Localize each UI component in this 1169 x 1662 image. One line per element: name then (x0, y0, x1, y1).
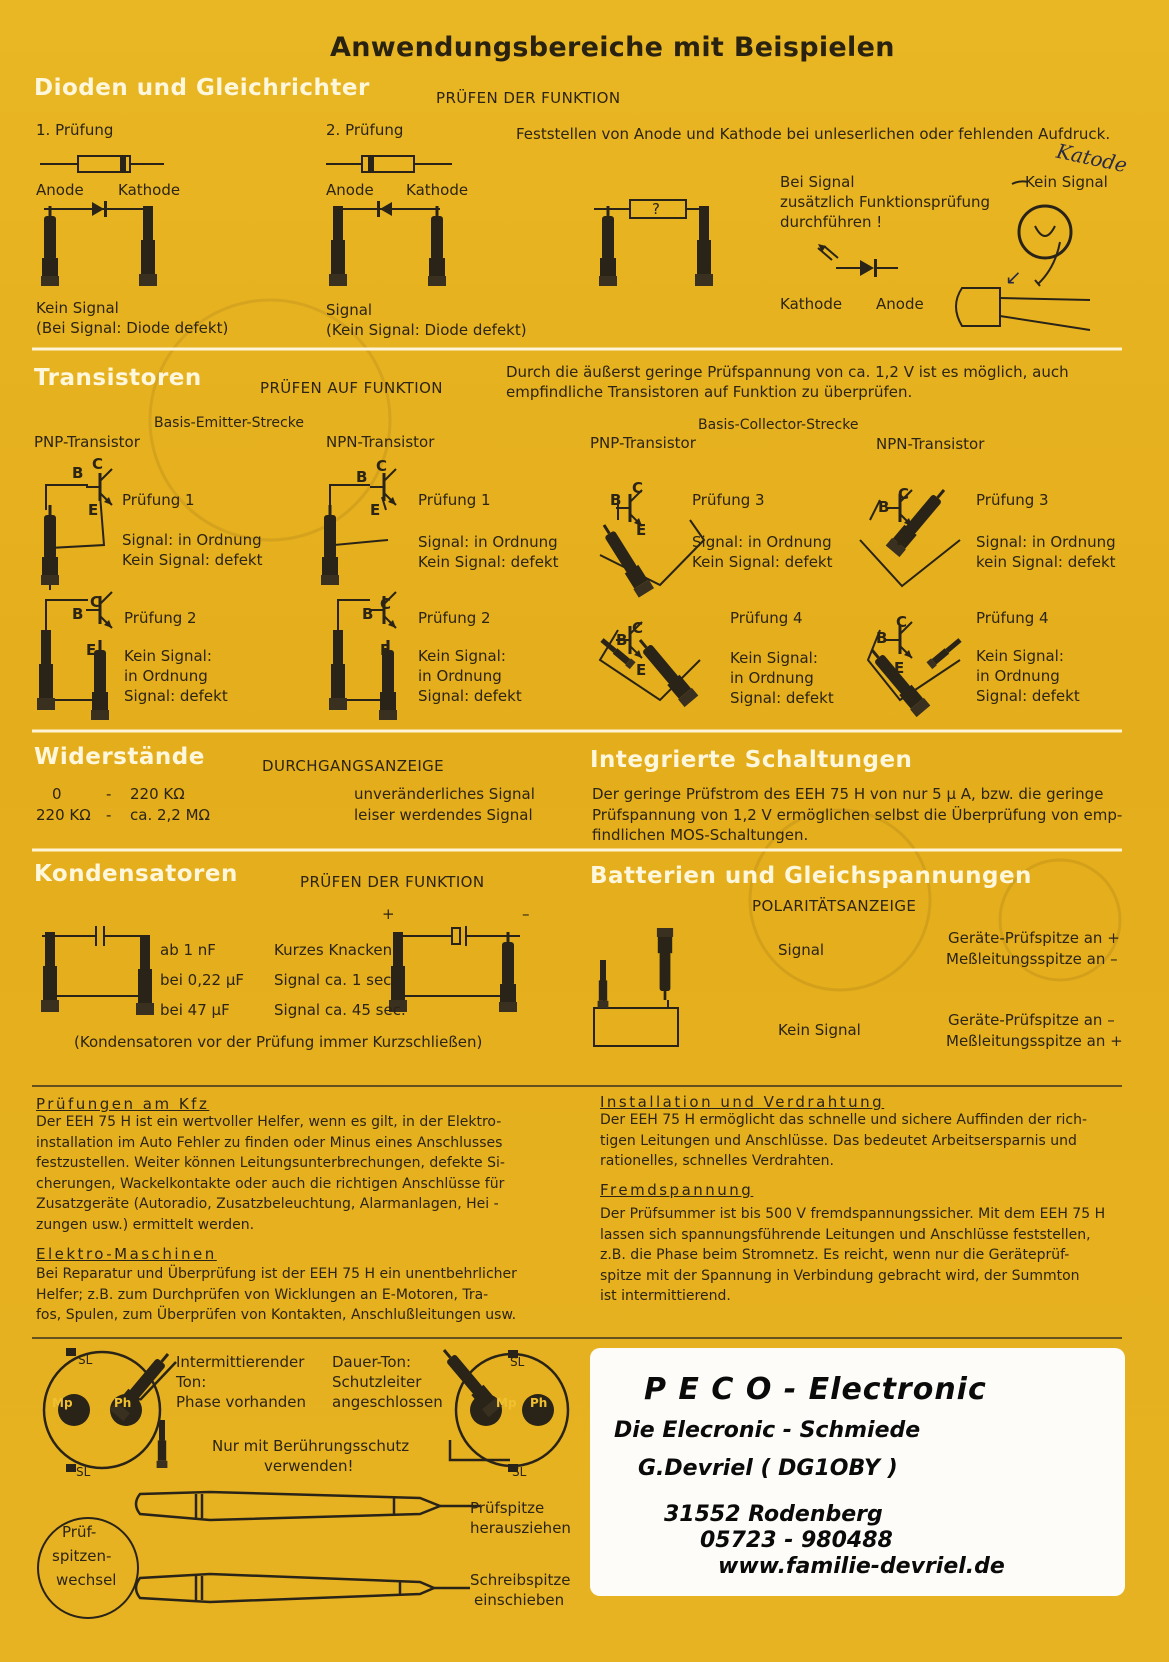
led-anode: Anode (876, 295, 924, 313)
socket-left-3: Phase vorhanden (176, 1393, 306, 1411)
diode2-anode: Anode (326, 181, 374, 199)
cap-result-2: Signal ca. 1 sec. (274, 971, 397, 989)
peco-name: P E C O - Electronic (644, 1372, 987, 1407)
r2-from: 220 KΩ (36, 806, 91, 824)
bei-signal-1: Bei Signal (780, 173, 855, 191)
pnp4-in-ordnung: in Ordnung (730, 669, 814, 687)
transistoren-desc-2: empfindliche Transistoren auf Funktion zu überprüfen. (506, 383, 913, 401)
kfz-line: cherungen, Wackelkontakte oder auch die richtigen Anschlüsse für (36, 1175, 505, 1192)
cap-1: ab 1 nF (160, 941, 216, 959)
npn1-signal-ok: Signal: in Ordnung (418, 533, 558, 551)
transistoren-heading: Transistoren (34, 365, 202, 391)
dioden-test2: 2. Prüfung (326, 121, 404, 139)
ic-line-3: findlichen MOS-Schaltungen. (592, 826, 809, 844)
ic-line-2: Prüfspannung von 1,2 V ermöglichen selbst die Überprüfung von emp- (592, 806, 1123, 824)
npn2-pruefung: Prüfung 2 (418, 609, 491, 627)
t7-e: E (636, 661, 647, 679)
fremd-line: z.B. die Phase beim Stromnetz. Es reicht, wenn nur die Geräteprüf- (600, 1247, 1070, 1263)
batt-b1: Geräte-Prüfspitze an – (948, 1011, 1115, 1029)
t8-c: C (896, 613, 908, 631)
kfz-heading: Prüfungen am Kfz (36, 1095, 210, 1113)
spitzen-a2: herausziehen (470, 1519, 571, 1537)
peco-phone: 05723 - 980488 (700, 1528, 893, 1553)
cap-plus: + (382, 905, 395, 923)
t6-b: B (878, 498, 890, 516)
kfz-line: Der EEH 75 H ist ein wertvoller Helfer, wenn es gilt, in der Elektro- (36, 1114, 502, 1130)
npn2-in-ordnung: in Ordnung (418, 667, 502, 685)
pnp4-pruefung: Prüfung 4 (730, 609, 803, 627)
t3-e: E (86, 641, 97, 659)
batt-signal: Signal (778, 941, 825, 959)
page-title: Anwendungsbereiche mit Beispielen (330, 32, 895, 63)
r1-dash: - (106, 785, 112, 803)
t2-b: B (356, 468, 368, 486)
batt-kein-signal: Kein Signal (778, 1021, 861, 1039)
npn4-in-ordnung: in Ordnung (976, 667, 1060, 685)
socket-right-ph: Ph (530, 1396, 548, 1410)
svg-text:↙: ↙ (1005, 265, 1022, 289)
npn4-kein-signal: Kein Signal: (976, 647, 1064, 665)
elektro-line: Helfer; z.B. zum Durchprüfen von Wicklungen an E-Motoren, Tra- (36, 1286, 489, 1303)
t8-e: E (894, 659, 905, 677)
t1-b: B (72, 464, 84, 482)
spitzen-circle-3: wechsel (56, 1571, 117, 1589)
pnp3-pruefung: Prüfung 3 (692, 491, 765, 509)
cap-result-1: Kurzes Knacken (274, 941, 393, 959)
batterien-heading: Batterien und Gleichspannungen (590, 863, 1032, 889)
transistoren-desc-1: Durch die äußerst geringe Prüfspannung von ca. 1,2 V ist es möglich, auch (506, 363, 1069, 381)
socket-note-2: verwenden! (264, 1457, 354, 1475)
fremd-body (600, 1204, 1105, 1307)
batterien-sub: POLARITÄTSANZEIGE (752, 897, 917, 915)
t3-b: B (72, 605, 84, 623)
basis-emitter-label: Basis-Emitter-Strecke (154, 415, 304, 431)
r2-to: ca. 2,2 MΩ (130, 806, 211, 824)
bei-signal-2: zusätzlich Funktionsprüfung (780, 193, 991, 211)
pnp1-kein-defekt: Kein Signal: defekt (122, 551, 263, 569)
diode1-result-1: Kein Signal (36, 299, 119, 317)
t3-c: C (90, 593, 102, 611)
socket-left-sl-top: SL (78, 1353, 93, 1367)
widerstaende-heading: Widerstände (34, 744, 205, 770)
t1-c: C (92, 455, 104, 473)
t6-c: C (898, 485, 910, 503)
spitzen-a1: Prüfspitze (470, 1499, 545, 1517)
diode1-result-2: (Bei Signal: Diode defekt) (36, 319, 229, 337)
t1-e: E (88, 501, 99, 519)
diode2-result-2: (Kein Signal: Diode defekt) (326, 321, 527, 339)
kfz-line: installation im Auto Fehler zu finden oder Minus eines Anschlusses (36, 1134, 503, 1151)
bei-signal-3: durchführen ! (780, 213, 883, 231)
cap-3: bei 47 μF (160, 1001, 230, 1019)
fremd-line: ist intermittierend. (600, 1288, 731, 1304)
t2-c: C (376, 457, 388, 475)
socket-right-sl-top: SL (510, 1355, 525, 1369)
t4-b: B (362, 605, 374, 623)
npn-label-right: NPN-Transistor (876, 435, 985, 453)
pnp2-in-ordnung: in Ordnung (124, 667, 208, 685)
batt-a1: Geräte-Prüfspitze an + (948, 929, 1120, 947)
r1-signal: unveränderliches Signal (354, 785, 535, 803)
npn3-pruefung: Prüfung 3 (976, 491, 1049, 509)
t5-e: E (636, 521, 647, 539)
pnp3-signal-ok: Signal: in Ordnung (692, 533, 832, 551)
installation-line: tigen Leitungen und Anschlüsse. Das bedeutet Arbeitsersparnis und (600, 1132, 1077, 1149)
pnp-label-left: PNP-Transistor (34, 433, 140, 451)
pnp2-signal-defekt: Signal: defekt (124, 687, 228, 705)
widerstaende-sub: DURCHGANGSANZEIGE (262, 757, 445, 775)
led-kein-signal: Kein Signal (1025, 173, 1108, 191)
cap-minus: – (522, 905, 530, 923)
fremd-line: lassen sich spannungsführende Leitungen und Anschlüsse feststellen, (600, 1226, 1091, 1243)
diode1-anode: Anode (36, 181, 84, 199)
pnp-label-right: PNP-Transistor (590, 434, 696, 452)
t2-e: E (370, 501, 381, 519)
elektro-body (36, 1264, 517, 1326)
kfz-line: festzustellen. Weiter können Leitungsunterbrechungen, defekte Si- (36, 1155, 505, 1171)
npn3-kein-defekt: kein Signal: defekt (976, 553, 1116, 571)
peco-person: G.Devriel ( DG1OBY ) (638, 1456, 898, 1481)
npn2-signal-defekt: Signal: defekt (418, 687, 522, 705)
diode1-kathode: Kathode (118, 181, 181, 199)
npn-label-left: NPN-Transistor (326, 433, 435, 451)
dioden-test1: 1. Prüfung (36, 121, 114, 139)
socket-right-2: Schutzleiter (332, 1373, 422, 1391)
spitzen-circle-2: spitzen- (52, 1547, 112, 1565)
npn1-pruefung: Prüfung 1 (418, 491, 491, 509)
handwritten-katode: Katode (1054, 138, 1130, 178)
transistoren-sub: PRÜFEN AUF FUNKTION (260, 379, 443, 397)
socket-left-2: Ton: (176, 1373, 207, 1391)
peco-city: 31552 Rodenberg (664, 1502, 883, 1527)
t4-e: E (380, 641, 391, 659)
kondensatoren-sub: PRÜFEN DER FUNKTION (300, 873, 485, 891)
elektro-heading: Elektro-Maschinen (36, 1245, 217, 1263)
pnp1-pruefung: Prüfung 1 (122, 491, 195, 509)
npn2-kein-signal: Kein Signal: (418, 647, 506, 665)
pnp4-signal-defekt: Signal: defekt (730, 689, 834, 707)
spitzen-b2: einschieben (474, 1591, 565, 1609)
pnp4-kein-signal: Kein Signal: (730, 649, 818, 667)
socket-right-1: Dauer-Ton: (332, 1353, 412, 1371)
t7-c: C (632, 619, 644, 637)
t5-c: C (632, 479, 644, 497)
installation-body (600, 1110, 1087, 1172)
peco-sticker (590, 1348, 1125, 1596)
kondensatoren-heading: Kondensatoren (34, 861, 238, 887)
batt-b2: Meßleitungsspitze an + (946, 1032, 1123, 1050)
cap-result-3: Signal ca. 45 sec. (274, 1001, 406, 1019)
npn4-signal-defekt: Signal: defekt (976, 687, 1080, 705)
t4-c: C (380, 595, 392, 613)
socket-right-mp: Mp (496, 1396, 517, 1410)
elektro-line: fos, Spulen, zum Überprüfen von Kontakten, Anschlußleitungen usw. (36, 1307, 517, 1323)
fremd-line: Der Prüfsummer ist bis 500 V fremdspannungssicher. Mit dem EEH 75 H (600, 1206, 1106, 1222)
kfz-line: zungen usw.) ermittelt werden. (36, 1216, 255, 1233)
elektro-line: Bei Reparatur und Überprüfung ist der EEH 75 H ein unentbehrlicher (36, 1266, 517, 1282)
spitzen-b1: Schreibspitze (470, 1571, 571, 1589)
ic-line-1: Der geringe Prüfstrom des EEH 75 H von nur 5 μ A, bzw. die geringe (592, 785, 1104, 803)
r2-dash: - (106, 806, 112, 824)
spitzen-circle-1: Prüf- (62, 1523, 97, 1541)
r1-to: 220 KΩ (130, 785, 185, 803)
cap-2: bei 0,22 μF (160, 971, 245, 989)
installation-line: rationelles, schnelles Verdrahten. (600, 1153, 834, 1169)
fremd-line: spitze mit der Spannung in Verbindung gebracht wird, der Summton (600, 1267, 1080, 1284)
t5-b: B (610, 491, 622, 509)
pnp3-kein-defekt: Kein Signal: defekt (692, 553, 833, 571)
cap-note: (Kondensatoren vor der Prüfung immer Kurzschließen) (74, 1033, 483, 1051)
dioden-sub: PRÜFEN DER FUNKTION (436, 89, 621, 107)
ic-heading: Integrierte Schaltungen (590, 747, 913, 773)
t7-b: B (616, 631, 628, 649)
socket-right-3: angeschlossen (332, 1393, 443, 1411)
kfz-line: Zusatzgeräte (Autoradio, Zusatzbeleuchtung, Alarmanlagen, Hei - (36, 1196, 499, 1212)
socket-left-ph: Ph (114, 1396, 132, 1410)
basis-collector-label: Basis-Collector-Strecke (698, 417, 859, 433)
diode2-result-1: Signal (326, 301, 373, 319)
npn4-pruefung: Prüfung 4 (976, 609, 1049, 627)
npn1-kein-defekt: Kein Signal: defekt (418, 553, 559, 571)
pnp2-pruefung: Prüfung 2 (124, 609, 197, 627)
socket-right-sl-bottom: SL (512, 1465, 527, 1479)
r2-signal: leiser werdendes Signal (354, 806, 533, 824)
kfz-body (36, 1112, 505, 1235)
led-kathode: Kathode (780, 295, 843, 313)
socket-left-mp: Mp (52, 1396, 73, 1410)
t6-e: E (896, 531, 907, 549)
batt-a2: Meßleitungsspitze an – (946, 950, 1118, 968)
dioden-feststellen: Feststellen von Anode und Kathode bei unleserlichen oder fehlenden Aufdruck. (516, 125, 1111, 143)
pnp1-signal-ok: Signal: in Ordnung (122, 531, 262, 549)
dioden-heading: Dioden und Gleichrichter (34, 75, 370, 101)
installation-line: Der EEH 75 H ermöglicht das schnelle und sichere Auffinden der rich- (600, 1112, 1088, 1128)
pnp2-kein-signal: Kein Signal: (124, 647, 212, 665)
t8-b: B (876, 629, 888, 647)
peco-tagline: Die Elecronic - Schmiede (614, 1418, 921, 1443)
npn3-signal-ok: Signal: in Ordnung (976, 533, 1116, 551)
socket-left-1: Intermittierender (176, 1353, 305, 1371)
socket-note-1: Nur mit Berührungsschutz (212, 1437, 410, 1455)
peco-website: www.familie-devriel.de (718, 1554, 1005, 1579)
installation-heading: Installation und Verdrahtung (600, 1093, 885, 1111)
diode2-kathode: Kathode (406, 181, 469, 199)
fremd-heading: Fremdspannung (600, 1181, 754, 1199)
r1-from: 0 (52, 785, 62, 803)
unknown-part-mark: ? (652, 200, 660, 218)
socket-left-sl-bottom: SL (76, 1465, 91, 1479)
